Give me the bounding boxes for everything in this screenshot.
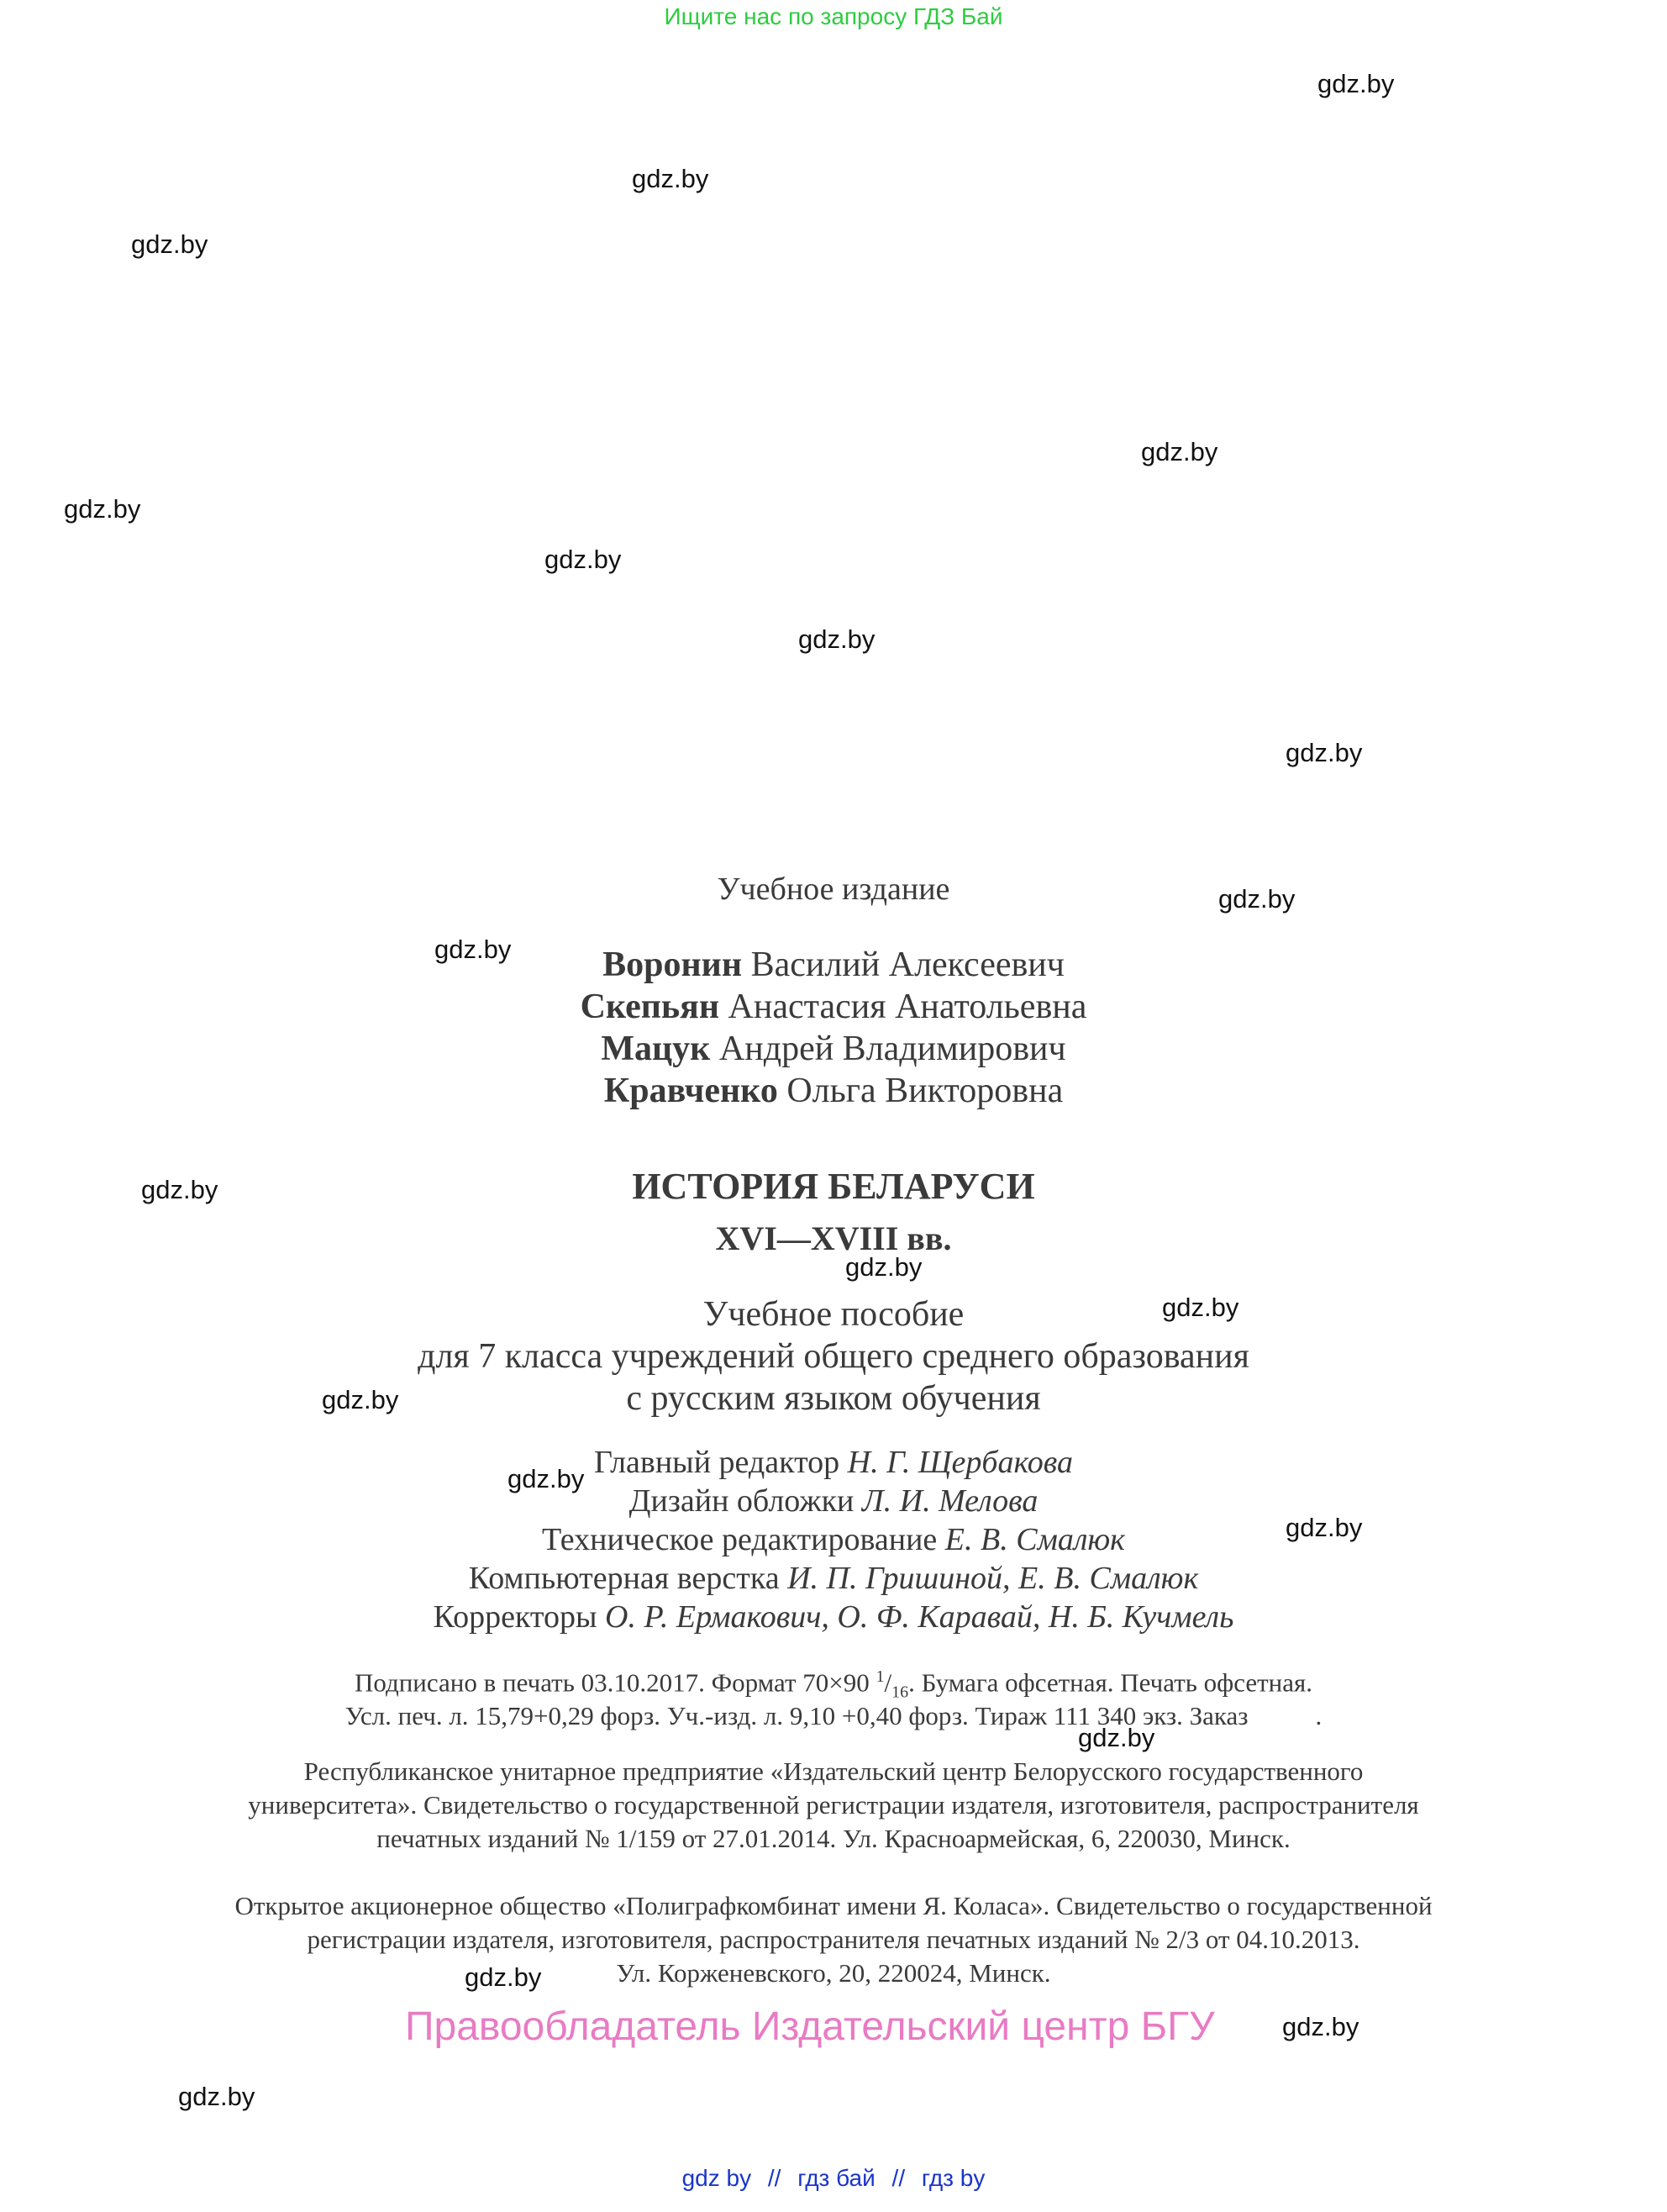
credit-names: Л. И. Мелова: [861, 1483, 1039, 1519]
footer-link[interactable]: гдз бай: [797, 2165, 876, 2191]
watermark: gdz.by: [507, 1464, 585, 1493]
print-info-line: [0, 1701, 1667, 1731]
watermark: gdz.by: [465, 1962, 542, 1992]
print-info-end: .: [1315, 1701, 1323, 1730]
watermark: gdz.by: [1218, 884, 1296, 914]
watermark: gdz.by: [1317, 69, 1395, 98]
format-fraction-denominator: 16: [891, 1683, 909, 1702]
watermark: gdz.by: [64, 494, 141, 524]
author-given-name: Анастасия Анатольевна: [728, 988, 1087, 1026]
watermark: gdz.by: [131, 229, 208, 259]
watermark: gdz.by: [322, 1385, 399, 1414]
credit-names: И. П. Гришиной, Е. В. Смалюк: [787, 1561, 1199, 1596]
watermark: gdz.by: [434, 935, 512, 964]
publisher-line: университета». Свидетельство о государственной регистрации издателя, изготовителя, распространителя: [248, 1790, 1419, 1820]
footer-separator: //: [891, 2165, 906, 2191]
credit-line: [0, 1598, 1667, 1635]
print-info-text: Подписано в печать 03.10.2017. Формат 70×90: [354, 1667, 876, 1698]
author-given-name: Ольга Викторовна: [786, 1072, 1064, 1110]
audience-line: с русским языком обучения: [626, 1379, 1041, 1418]
watermark: gdz.by: [1286, 738, 1363, 767]
print-info-text: Усл. печ. л. 15,79+0,29 форз. Уч.-изд. л. 9,10 +0,40 форз. Тираж 111 340 экз. Заказ: [344, 1701, 1249, 1730]
author-surname: Воронин: [602, 945, 743, 984]
rights-holder: Правообладатель Издательский центр БГУ: [405, 2004, 1215, 2049]
footer-separator: //: [767, 2165, 781, 2191]
print-info-line: Подписано в печать 03.10.2017. Формат 70×90 $^1/_{16}$. Бумага офсетная. Печать офсетная.: [354, 1667, 1313, 1702]
credit-names: О. Р. Ермакович, О. Ф. Каравай, Н. Б. Кучмель: [605, 1599, 1234, 1635]
watermark: gdz.by: [798, 624, 876, 654]
author-given-name: Василий Алексеевич: [750, 945, 1065, 984]
publisher-line: Республиканское унитарное предприятие «Издательский центр Белорусского государственного: [303, 1756, 1364, 1786]
credit-line: [0, 1521, 1667, 1558]
watermark: gdz.by: [178, 2082, 255, 2111]
publisher-line: печатных изданий № 1/159 от 27.01.2014. Ул. Красноармейская, 6, 220030, Минск.: [376, 1824, 1291, 1853]
author-surname: Кравченко: [603, 1072, 778, 1110]
watermark: gdz.by: [1286, 1513, 1363, 1542]
credit-line: [0, 1483, 1667, 1519]
edition-type: Учебное издание: [717, 872, 950, 907]
watermark: gdz.by: [1078, 1723, 1155, 1752]
book-subtitle: XVI—XVIII вв.: [715, 1219, 952, 1257]
format-fraction-numerator: 1: [876, 1667, 885, 1686]
author-surname: Мацук: [601, 1030, 711, 1068]
printer-line: регистрации издателя, изготовителя, распространителя печатных изданий № 2/3 от 04.10.2013.: [307, 1925, 1360, 1954]
credit-line: [0, 1444, 1667, 1481]
watermark: gdz.by: [845, 1252, 923, 1282]
printer-line: Ул. Корженевского, 20, 220024, Минск.: [616, 1958, 1051, 1988]
watermark: gdz.by: [632, 164, 709, 193]
credit-role: Техническое редактирование: [542, 1522, 938, 1557]
book-title: ИСТОРИЯ БЕЛАРУСИ: [632, 1166, 1035, 1207]
audience-line: для 7 класса учреждений общего среднего образования: [418, 1337, 1249, 1376]
author-line: [0, 1071, 1667, 1111]
credit-names: Н. Г. Щербакова: [847, 1445, 1074, 1480]
credit-role: Корректоры: [433, 1599, 597, 1635]
watermark: gdz.by: [544, 545, 622, 574]
credit-role: Компьютерная верстка: [468, 1561, 780, 1596]
footer-link[interactable]: gdz by: [681, 2165, 752, 2191]
watermark: gdz.by: [1282, 2012, 1359, 2041]
top-banner[interactable]: Ищите нас по запросу ГДЗ Бай: [664, 3, 1003, 29]
printer-line: Открытое акционерное общество «Полиграфкомбинат имени Я. Коласа». Свидетельство о государственной: [234, 1891, 1433, 1920]
credit-names: Е. В. Смалюк: [944, 1522, 1125, 1557]
print-info-text: . Бумага офсетная. Печать офсетная.: [908, 1667, 1313, 1698]
footer-link[interactable]: гдз by: [921, 2165, 986, 2191]
footer-links: [0, 2165, 1667, 2192]
author-line: [0, 945, 1667, 985]
author-surname: Скепьян: [580, 988, 720, 1026]
watermark: gdz.by: [141, 1175, 218, 1204]
watermark: gdz.by: [1162, 1293, 1239, 1322]
author-line: [0, 987, 1667, 1027]
credit-role: Главный редактор: [593, 1445, 840, 1480]
watermark: gdz.by: [1141, 437, 1218, 466]
credit-line: [0, 1560, 1667, 1597]
author-line: [0, 1029, 1667, 1069]
book-kind: Учебное пособие: [702, 1295, 965, 1334]
credit-role: Дизайн обложки: [628, 1483, 855, 1519]
author-given-name: Андрей Владимирович: [718, 1030, 1066, 1068]
